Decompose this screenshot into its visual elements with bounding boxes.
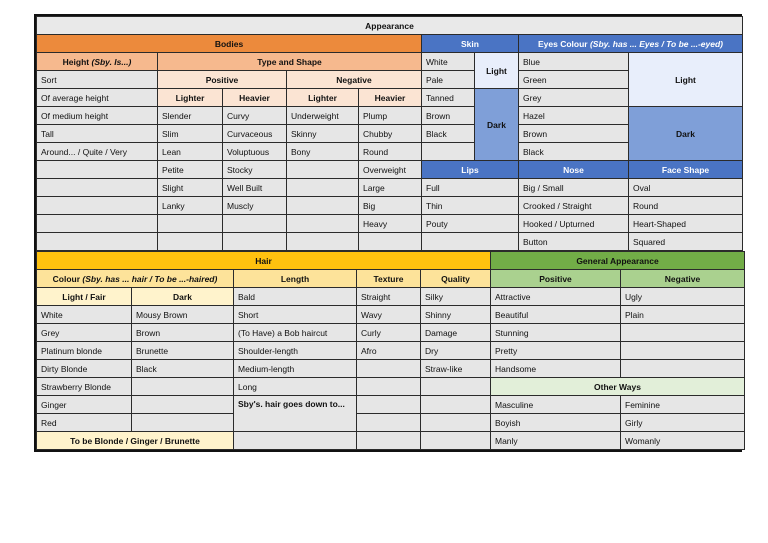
other-ways-value: Manly [491, 432, 621, 450]
other-ways-header: Other Ways [491, 378, 745, 396]
nose-value: Crooked / Straight [519, 197, 629, 215]
eye-colour-value: Brown [519, 125, 629, 143]
pos-lighter-value: Petite [158, 161, 223, 179]
neg-lighter-value: Bony [287, 143, 359, 161]
hair-length-note: Sby's. hair goes down to... [234, 396, 357, 432]
lips-value: Full [422, 179, 519, 197]
texture-value [357, 432, 421, 450]
general-appearance-header: General Appearance [491, 252, 745, 270]
pos-lighter-value: Lanky [158, 197, 223, 215]
length-value: Medium-length [234, 360, 357, 378]
neg-lighter-value: Skinny [287, 125, 359, 143]
lips-value: Thin [422, 197, 519, 215]
texture-value [357, 378, 421, 396]
neg-heavier-value: Overweight [359, 161, 422, 179]
quality-value [421, 396, 491, 414]
skin-header: Skin [422, 35, 519, 53]
general-negative-value: Plain [621, 306, 745, 324]
nose-header: Nose [519, 161, 629, 179]
length-value: Short [234, 306, 357, 324]
neg-lighter-value [287, 197, 359, 215]
pos-heavier-value: Voluptuous [223, 143, 287, 161]
height-value: Tall [37, 125, 158, 143]
other-ways-value: Feminine [621, 396, 745, 414]
page-title: Appearance [37, 17, 743, 35]
neg-lighter-value [287, 233, 359, 251]
skin-value [422, 143, 475, 161]
pos-heavier-value: Curvy [223, 107, 287, 125]
hair-header: Hair [37, 252, 491, 270]
texture-value: Wavy [357, 306, 421, 324]
height-value: Of average height [37, 89, 158, 107]
eye-colour-value: Grey [519, 89, 629, 107]
light-hair-value: Ginger [37, 396, 132, 414]
height-value: Of medium height [37, 107, 158, 125]
neg-lighter-value [287, 161, 359, 179]
general-positive-header: Positive [491, 270, 621, 288]
skin-light-label: Light [475, 53, 519, 89]
positive-heavier-header: Heavier [223, 89, 287, 107]
hair-footer: To be Blonde / Ginger / Brunette [37, 432, 234, 450]
skin-dark-label: Dark [475, 89, 519, 161]
texture-value [357, 414, 421, 432]
negative-heavier-header: Heavier [359, 89, 422, 107]
neg-lighter-value: Underweight [287, 107, 359, 125]
skin-value: Black [422, 125, 475, 143]
light-hair-value: Platinum blonde [37, 342, 132, 360]
pos-lighter-value [158, 233, 223, 251]
height-value: Around... / Quite / Very [37, 143, 158, 161]
skin-value: Pale [422, 71, 475, 89]
quality-value: Dry [421, 342, 491, 360]
quality-value [421, 432, 491, 450]
neg-heavier-value: Round [359, 143, 422, 161]
face-shape-value: Heart-Shaped [629, 215, 743, 233]
general-positive-value: Beautiful [491, 306, 621, 324]
light-hair-value: Dirty Blonde [37, 360, 132, 378]
pos-lighter-value: Slim [158, 125, 223, 143]
eyes-dark-label: Dark [629, 107, 743, 161]
positive-lighter-header: Lighter [158, 89, 223, 107]
nose-value: Button [519, 233, 629, 251]
hair-colour-header: Colour (Sby. has ... hair / To be ...-haired) [37, 270, 234, 288]
dark-hair-value [132, 396, 234, 414]
neg-heavier-value [359, 233, 422, 251]
length-value: Long [234, 378, 357, 396]
length-value: Bald [234, 288, 357, 306]
eye-colour-value: Hazel [519, 107, 629, 125]
height-value [37, 197, 158, 215]
eyes-light-label: Light [629, 53, 743, 107]
eyes-colour-header: Eyes Colour (Sby. has ... Eyes / To be ...-eyed) [519, 35, 743, 53]
lips-value: Pouty [422, 215, 519, 233]
positive-header: Positive [158, 71, 287, 89]
light-hair-value: White [37, 306, 132, 324]
pos-lighter-value: Lean [158, 143, 223, 161]
texture-header: Texture [357, 270, 421, 288]
neg-lighter-value [287, 215, 359, 233]
pos-heavier-value: Stocky [223, 161, 287, 179]
pos-heavier-value [223, 233, 287, 251]
general-positive-value: Stunning [491, 324, 621, 342]
light-hair-value: Grey [37, 324, 132, 342]
general-negative-header: Negative [621, 270, 745, 288]
light-hair-value: Red [37, 414, 132, 432]
lips-value [422, 233, 519, 251]
eye-colour-value: Black [519, 143, 629, 161]
skin-value: White [422, 53, 475, 71]
neg-heavier-value: Chubby [359, 125, 422, 143]
height-header: Height (Sby. Is...) [37, 53, 158, 71]
general-negative-value: Ugly [621, 288, 745, 306]
quality-value: Silky [421, 288, 491, 306]
dark-hair-header: Dark [132, 288, 234, 306]
pos-lighter-value: Slender [158, 107, 223, 125]
dark-hair-value: Brunette [132, 342, 234, 360]
neg-lighter-value [287, 179, 359, 197]
negative-header: Negative [287, 71, 422, 89]
height-value [37, 161, 158, 179]
nose-value: Hooked / Upturned [519, 215, 629, 233]
texture-value [357, 396, 421, 414]
length-value: Shoulder-length [234, 342, 357, 360]
bottom-section [36, 251, 745, 450]
light-hair-value: Strawberry Blonde [37, 378, 132, 396]
other-ways-value: Girly [621, 414, 745, 432]
light-fair-header: Light / Fair [37, 288, 132, 306]
neg-heavier-value: Big [359, 197, 422, 215]
general-negative-value [621, 342, 745, 360]
face-shape-header: Face Shape [629, 161, 743, 179]
general-positive-value: Attractive [491, 288, 621, 306]
quality-value: Shinny [421, 306, 491, 324]
other-ways-value: Womanly [621, 432, 745, 450]
height-value [37, 215, 158, 233]
face-shape-value: Round [629, 197, 743, 215]
texture-value: Curly [357, 324, 421, 342]
quality-value: Straw-like [421, 360, 491, 378]
general-negative-value [621, 324, 745, 342]
neg-heavier-value: Plump [359, 107, 422, 125]
pos-heavier-value: Curvaceous [223, 125, 287, 143]
top-section [36, 16, 743, 251]
bodies-header: Bodies [37, 35, 422, 53]
neg-heavier-value: Heavy [359, 215, 422, 233]
type-shape-header: Type and Shape [158, 53, 422, 71]
texture-value [357, 360, 421, 378]
dark-hair-value: Mousy Brown [132, 306, 234, 324]
pos-heavier-value: Well Built [223, 179, 287, 197]
dark-hair-value [132, 378, 234, 396]
length-header: Length [234, 270, 357, 288]
pos-heavier-value: Muscly [223, 197, 287, 215]
general-negative-value [621, 360, 745, 378]
texture-value: Straight [357, 288, 421, 306]
nose-value: Big / Small [519, 179, 629, 197]
eye-colour-value: Blue [519, 53, 629, 71]
skin-value: Brown [422, 107, 475, 125]
face-shape-value: Squared [629, 233, 743, 251]
height-value: Sort [37, 71, 158, 89]
general-positive-value: Handsome [491, 360, 621, 378]
quality-header: Quality [421, 270, 491, 288]
dark-hair-value: Brown [132, 324, 234, 342]
neg-heavier-value: Large [359, 179, 422, 197]
eye-colour-value: Green [519, 71, 629, 89]
height-value [37, 233, 158, 251]
quality-value [421, 414, 491, 432]
length-value [234, 432, 357, 450]
pos-lighter-value [158, 215, 223, 233]
texture-value: Afro [357, 342, 421, 360]
quality-value: Damage [421, 324, 491, 342]
pos-heavier-value [223, 215, 287, 233]
negative-lighter-header: Lighter [287, 89, 359, 107]
other-ways-value: Masculine [491, 396, 621, 414]
appearance-table [34, 14, 742, 452]
height-value [37, 179, 158, 197]
dark-hair-value [132, 414, 234, 432]
other-ways-value: Boyish [491, 414, 621, 432]
dark-hair-value: Black [132, 360, 234, 378]
lips-header: Lips [422, 161, 519, 179]
general-positive-value: Pretty [491, 342, 621, 360]
length-value: (To Have) a Bob haircut [234, 324, 357, 342]
face-shape-value: Oval [629, 179, 743, 197]
skin-value: Tanned [422, 89, 475, 107]
pos-lighter-value: Slight [158, 179, 223, 197]
quality-value [421, 378, 491, 396]
